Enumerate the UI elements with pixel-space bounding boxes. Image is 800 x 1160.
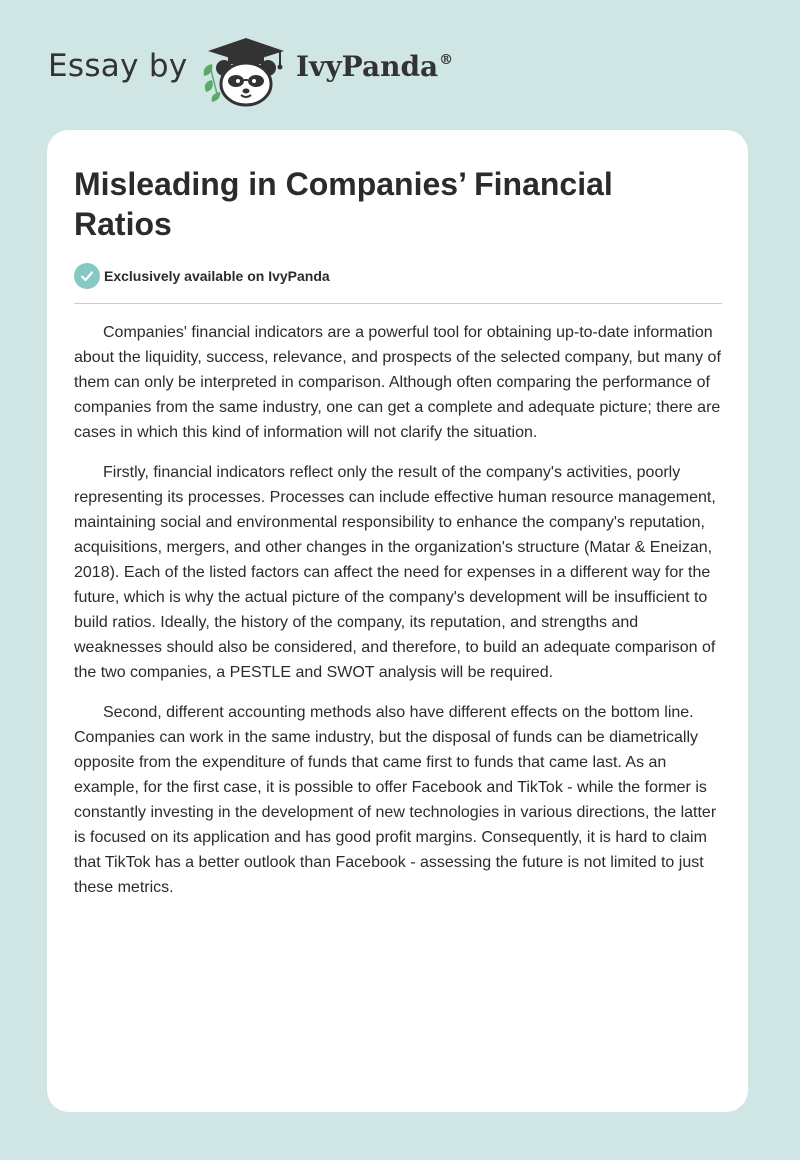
paragraph: Second, different accounting methods also have different effects on the bottom line. Companies can work in the same industry, but the disposal of funds can be diametrically opposite from the expenditure of funds that came first to funds that came last. As an example, for the first case, it is possible to offer Facebook and TikTok - while the former is constantly investing in the development of new technologies in various directions, the latter is focused on its application and has good profit margins. Consequently, it is hard to claim that TikTok has a better outlook than Facebook - assessing the future is not limited to just these metrics.: [74, 704, 717, 896]
paragraph: Firstly, financial indicators reflect only the result of the company's activities, poorly representing its processes. Processes can include effective human resource management, maintaining social and environmental responsibility to enhance the company's reputation, acquisitions, mergers, and other changes in the organization's structure (Matar & Eneizan, 2018). Each of the listed factors can affect the need for expenses in a different way for the future, which is why the actual picture of the company's development will be insufficient to build ratios. Ideally, the history of the company, its reputation, and strengths and weaknesses should also be considered, and therefore, to build an adequate comparison of the two companies, a PESTLE and SWOT analysis will be required.: [74, 464, 716, 681]
check-icon: [74, 263, 100, 289]
essay-title: Misleading in Companies’ Financial Ratios: [74, 166, 613, 242]
badge-label: Exclusively available on IvyPanda: [104, 268, 330, 284]
divider: [74, 303, 722, 304]
essay-card: [47, 130, 748, 1112]
registered-mark: ®: [439, 52, 454, 68]
essay-body: [74, 320, 724, 915]
site-header: [0, 0, 800, 130]
essay-by-label: Essay by: [48, 48, 188, 84]
brand-name: IvyPanda: [296, 50, 439, 83]
panda-graduate-icon: [200, 36, 292, 108]
exclusive-badge: [74, 262, 330, 290]
paragraph: Companies' financial indicators are a powerful tool for obtaining up-to-date information about the liquidity, success, relevance, and prospects of the selected company, but many of them can only be interpreted in comparison. Although often comparing the performance of companies from the same industry, one can get a complete and adequate picture; there are cases in which this kind of information will not clarify the situation.: [74, 324, 721, 441]
brand-logo-text[interactable]: [296, 50, 453, 83]
